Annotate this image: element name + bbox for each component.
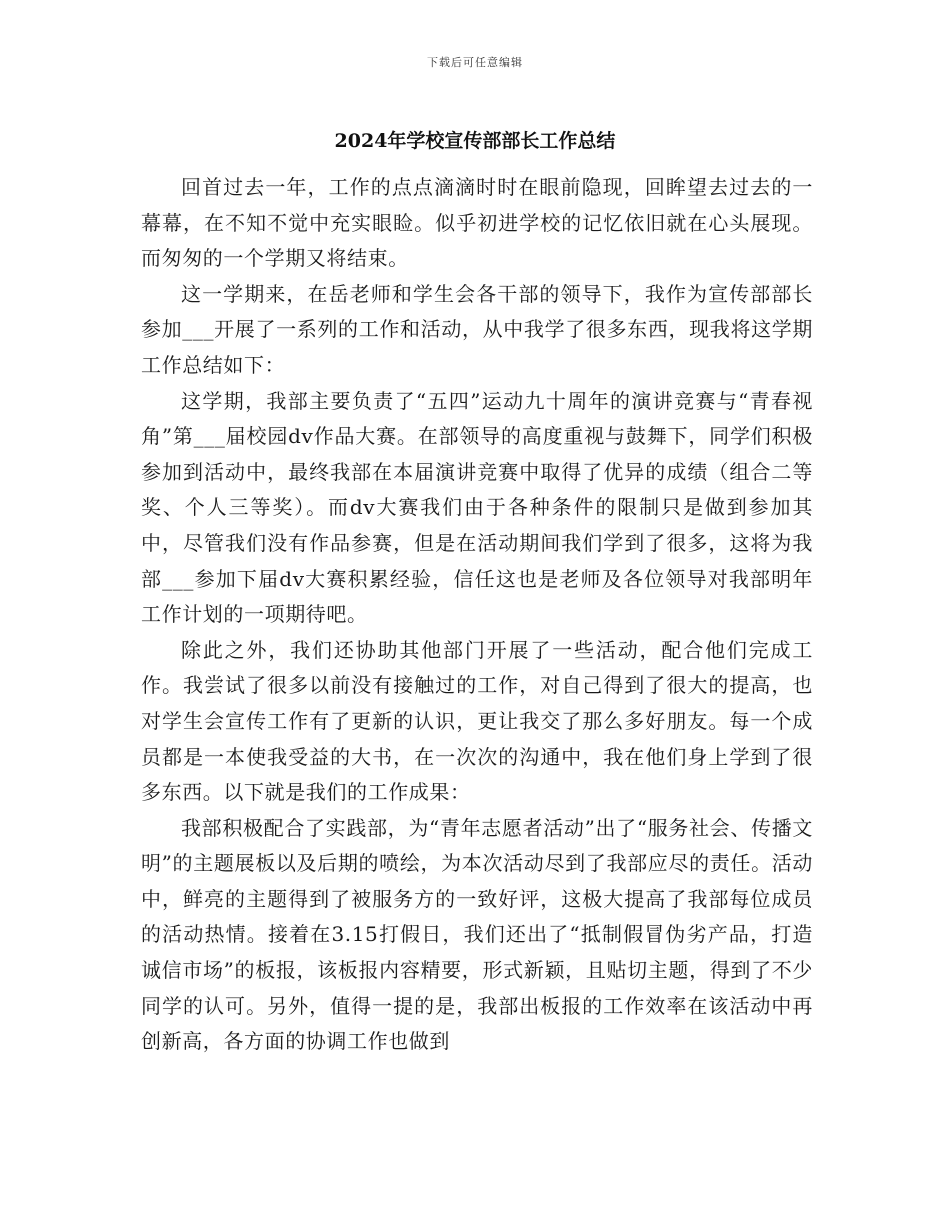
paragraph-2: 这一学期来，在岳老师和学生会各干部的领导下，我作为宣传部部长参加___开展了一系列的工作和活动，从中我学了很多东西，现我将这学期工作总结如下： [141,281,813,377]
paragraph-5: 我部积极配合了实践部，为“青年志愿者活动”出了“服务社会、传播文明”的主题展板以及后期的喷绘，为本次活动尽到了我部应尽的责任。活动中，鲜亮的主题得到了被服务方的一致好评，这极大提高了我部每位成员的活动热情。接着在3.15打假日，我们还出了“抵制假冒伪劣产品，打造诚信市场”的板报，该板报内容精要，形式新颖，且贴切主题，得到了不少同学的认可。另外，值得一提的是，我部出板报的工作效率在该活动中再创新高，各方面的协调工作也做到 [141,815,813,1054]
paragraph-3: 这学期，我部主要负责了“五四”运动九十周年的演讲竞赛与“青春视角”第___届校园dv作品大赛。在部领导的高度重视与鼓舞下，同学们积极参加到活动中，最终我部在本届演讲竞赛中取得了优异的成绩（组合二等奖、个人三等奖）。而dv大赛我们由于各种条件的限制只是做到参加其中，尽管我们没有作品参赛，但是在活动期间我们学到了很多，这将为我部___参加下届dv大赛积累经验，信任这也是老师及各位领导对我部明年工作计划的一项期待吧。 [141,388,813,627]
header-note: 下载后可任意编辑 [427,56,523,69]
paragraph-1: 回首过去一年，工作的点点滴滴时时在眼前隐现，回眸望去过去的一幕幕，在不知不觉中充实眼睑。似乎初进学校的记忆依旧就在心头展现。而匆匆的一个学期又将结束。 [141,175,813,271]
paragraph-4: 除此之外，我们还协助其他部门开展了一些活动，配合他们完成工作。我尝试了很多以前没有接触过的工作，对自己得到了很大的提高，也对学生会宣传工作有了更新的认识，更让我交了那么多好朋友。每一个成员都是一本使我受益的大书，在一次次的沟通中，我在他们身上学到了很多东西。以下就是我们的工作成果： [141,637,813,805]
document-body [141,170,813,1060]
page-title: 2024年学校宣传部部长工作总结 [334,130,616,152]
